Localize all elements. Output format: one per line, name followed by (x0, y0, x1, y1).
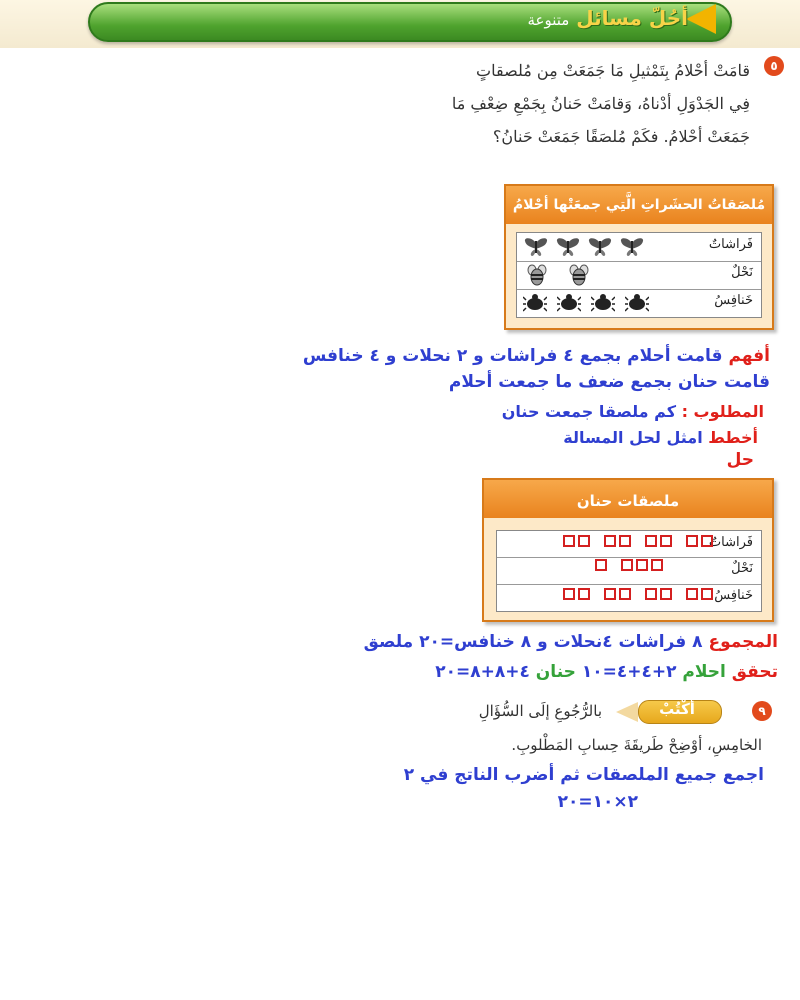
problem-9-text-1: بالرُّجُوعِ إلَى السُّؤَالِ (478, 702, 602, 720)
required-text: كم ملصقا جمعت حنان (501, 402, 676, 421)
check-line (435, 662, 778, 682)
check-hanan-eq: ٤+٨+٨=٢٠ (435, 662, 530, 682)
write-badge-label: أكْتُبْ (659, 700, 695, 718)
hanan-stickers-table (482, 478, 774, 622)
row-label-butterflies: فَراشاتٌ (708, 535, 753, 550)
understand-line (303, 346, 770, 366)
table-row (497, 557, 761, 585)
ahlam-table-title: مُلصَقاتُ الحشَراتِ الَّتِي جمعَتْها أحْلامُ (506, 186, 772, 224)
solve-label: حل (726, 450, 754, 470)
butterfly-icons (523, 233, 645, 261)
banner-subtitle: متنوعة (527, 11, 570, 29)
bee-icons (527, 261, 589, 289)
mark-box (619, 588, 631, 600)
total-line (364, 632, 778, 652)
mark-box (604, 588, 616, 600)
check-ahlam-label: احلام (682, 662, 726, 682)
beetle-icon (625, 294, 649, 312)
mark-box (645, 535, 657, 547)
ahlam-table-grid (516, 232, 762, 318)
required-label: المطلوب : (681, 402, 764, 421)
mark-box (645, 588, 657, 600)
check-ahlam-eq: ٢+٤+٤=١٠ (581, 662, 677, 682)
understand-text-2: قامت حنان بجمع ضعف ما جمعت أحلام (448, 372, 770, 392)
banner-arrow-icon (686, 4, 716, 34)
beetle-icon (523, 294, 547, 312)
total-label: المجموع (708, 632, 778, 652)
beetle-icon (591, 294, 615, 312)
plan-text: امثل لحل المسالة (563, 428, 703, 447)
understand-label: أفهم (728, 346, 770, 366)
mark-box (604, 535, 616, 547)
banner-title-text: أحُلّ مسائل (576, 6, 688, 30)
table-row (517, 289, 761, 317)
mark-box (578, 588, 590, 600)
problem-9-number: ٩ (752, 701, 772, 721)
butterfly-icon (523, 237, 549, 257)
mark-box (686, 535, 698, 547)
mark-box (595, 559, 607, 571)
row-label-butterflies: فَراشاتٌ (708, 237, 753, 252)
ahlam-stickers-table (504, 184, 774, 330)
mark-box (701, 588, 713, 600)
beetle-icons (523, 289, 649, 317)
hanan-table-title: ملصقات حنان (484, 480, 772, 518)
butterfly-icon (619, 237, 645, 257)
table-row (497, 584, 761, 611)
banner-title (527, 6, 688, 30)
mark-box (563, 535, 575, 547)
row-label-beetles: خَنافِسُ (714, 293, 753, 308)
bee-icon (527, 264, 547, 286)
problem-5-text: قامَتْ أحْلامُ بِتَمْثيلِ مَا جَمَعَتْ مِن مُلصقاتٍ فِي الجَدْوَلِ أدْناهُ، وَقامَتْ حَنانُ بِجَمْعِ ضِعْفِ مَا جَمَعَتْ أحْلامُ. فكَمْ مُلصَقًا جَمَعَتْ حَنانُ؟ (451, 61, 750, 146)
table-row (517, 233, 761, 262)
mark-box (621, 559, 633, 571)
mark-box (636, 559, 648, 571)
row-label-beetles: خَنافِسُ (714, 588, 753, 603)
mark-box (660, 535, 672, 547)
bee-marks (595, 559, 663, 571)
butterfly-marks (563, 535, 713, 547)
table-row (517, 261, 761, 290)
problem-9-answer-1: اجمع جميع الملصقات ثم أضرب الناتج في ٢ (403, 765, 764, 785)
pencil-tip-icon (616, 702, 638, 722)
mark-box (660, 588, 672, 600)
mark-box (686, 588, 698, 600)
hanan-table-grid (496, 530, 762, 612)
mark-box (578, 535, 590, 547)
problem-9-answer-2: ٢×١٠=٢٠ (557, 792, 638, 812)
mark-box (701, 535, 713, 547)
understand-text: قامت أحلام بجمع ٤ فراشات و ٢ نحلات و ٤ خنافس (302, 346, 723, 366)
mark-box (619, 535, 631, 547)
problem-9-text-2: الخامِسِ، أوْضِحْ طَريقَةَ حِسابِ المَطْلوبِ. (511, 736, 762, 754)
beetle-marks (563, 588, 713, 600)
total-text: ٨ فراشات ٤نحلات و ٨ خنافس=٢٠ ملصق (363, 632, 703, 652)
check-label: تحقق (731, 662, 778, 682)
butterfly-icon (555, 237, 581, 257)
mark-box (651, 559, 663, 571)
bee-icon (569, 264, 589, 286)
plan-line (563, 428, 758, 447)
plan-label: أخطط (708, 428, 758, 447)
row-label-bees: نَحْلٌ (731, 265, 753, 280)
problem-5-number: ٥ (764, 56, 784, 76)
beetle-icon (557, 294, 581, 312)
butterfly-icon (587, 237, 613, 257)
row-label-bees: نَحْلٌ (731, 561, 753, 576)
required-line (502, 402, 764, 421)
table-row (497, 531, 761, 558)
mark-box (563, 588, 575, 600)
check-hanan-label: حنان (535, 662, 576, 682)
